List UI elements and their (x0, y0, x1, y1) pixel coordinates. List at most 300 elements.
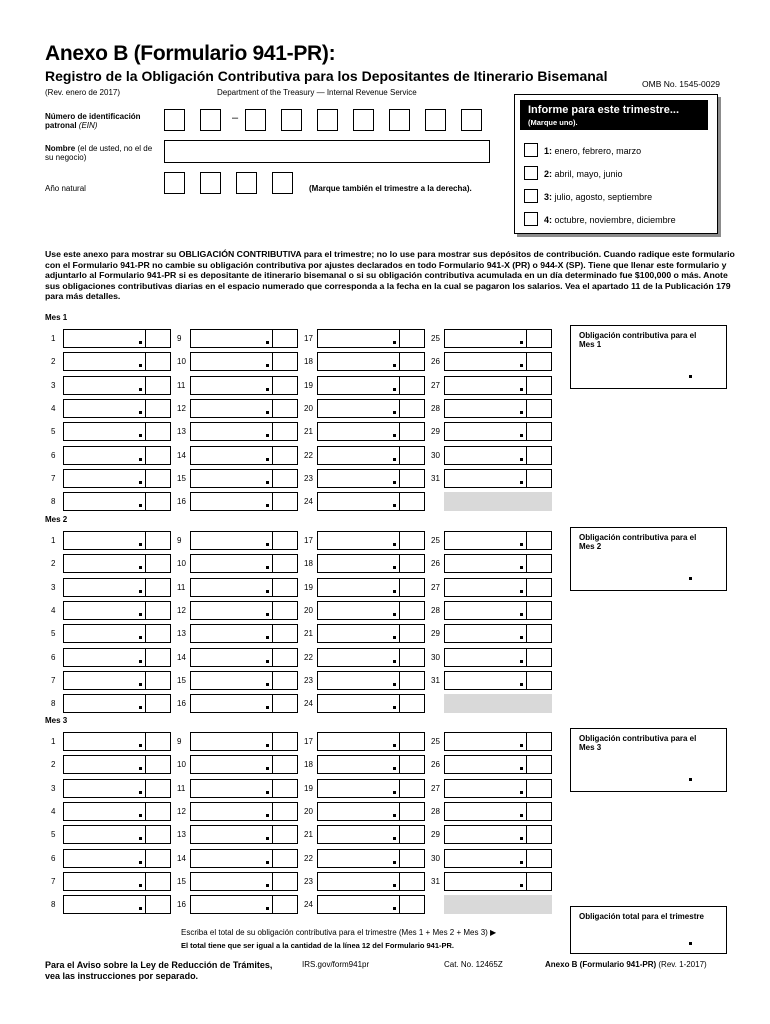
day-liability-field[interactable] (190, 554, 298, 573)
catalog-number: Cat. No. 12465Z (444, 960, 503, 969)
day-liability-field[interactable] (444, 671, 552, 690)
day-liability-field[interactable] (317, 578, 425, 597)
quarter-total-box[interactable]: Obligación total para el trimestre (570, 906, 727, 954)
day-liability-field[interactable] (190, 624, 298, 643)
ein-digit-box[interactable] (317, 109, 338, 131)
day-number: 22 (304, 652, 313, 662)
cents-divider (272, 826, 273, 843)
decimal-point (139, 861, 142, 864)
decimal-point (266, 434, 269, 437)
day-liability-field[interactable] (317, 755, 425, 774)
cents-divider (526, 873, 527, 890)
cents-divider (399, 470, 400, 487)
decimal-point (520, 566, 523, 569)
decimal-point (689, 942, 692, 945)
month-total-box[interactable] (570, 527, 727, 591)
day-liability-field[interactable] (63, 469, 171, 488)
checkbox-icon[interactable] (524, 143, 538, 157)
day-number: 17 (304, 737, 313, 746)
cents-divider (145, 896, 146, 913)
day-liability-field[interactable] (190, 802, 298, 821)
cents-divider (145, 695, 146, 712)
quarter-option-2[interactable]: 2: abril, mayo, junio (524, 166, 712, 184)
decimal-point (393, 744, 396, 747)
day-number: 26 (431, 357, 440, 367)
decimal-point (139, 791, 142, 794)
decimal-point (139, 814, 142, 817)
decimal-point (520, 861, 523, 864)
decimal-point (393, 791, 396, 794)
month-total-box[interactable] (570, 325, 727, 389)
day-liability-field[interactable] (63, 895, 171, 914)
day-number: 9 (177, 536, 182, 545)
day-liability-field[interactable] (63, 732, 171, 751)
day-liability-field[interactable] (317, 399, 425, 418)
decimal-point (139, 364, 142, 367)
day-liability-field[interactable] (190, 376, 298, 395)
decimal-point (139, 566, 142, 569)
day-number: 14 (177, 652, 186, 662)
cents-divider (399, 672, 400, 689)
quarter-heading: Informe para este trimestre... (Marque uno). (520, 100, 708, 130)
cents-divider (399, 896, 400, 913)
ein-digit-box[interactable] (164, 109, 185, 131)
cents-divider (272, 400, 273, 417)
cents-divider (526, 330, 527, 347)
ein-digit-box[interactable] (281, 109, 302, 131)
decimal-point (393, 504, 396, 507)
cents-divider (272, 873, 273, 890)
day-liability-field[interactable] (63, 399, 171, 418)
cents-divider (399, 423, 400, 440)
cents-divider (526, 423, 527, 440)
day-liability-field[interactable] (190, 446, 298, 465)
day-liability-field[interactable] (444, 779, 552, 798)
day-liability-field[interactable] (190, 648, 298, 667)
day-liability-field[interactable] (444, 399, 552, 418)
day-number: 3 (51, 582, 56, 592)
day-liability-field[interactable] (444, 849, 552, 868)
decimal-point (520, 791, 523, 794)
decimal-point (520, 364, 523, 367)
decimal-point (393, 837, 396, 840)
day-liability-field[interactable] (190, 895, 298, 914)
day-number: 14 (177, 450, 186, 460)
day-liability-field[interactable] (63, 329, 171, 348)
day-liability-field[interactable] (444, 755, 552, 774)
day-liability-field[interactable] (190, 671, 298, 690)
decimal-point (393, 660, 396, 663)
day-number: 19 (304, 783, 313, 793)
day-number: 4 (51, 403, 56, 413)
cents-divider (272, 470, 273, 487)
cents-divider (145, 649, 146, 666)
day-liability-field[interactable] (63, 872, 171, 891)
year-digit-box[interactable] (236, 172, 257, 194)
decimal-point (393, 683, 396, 686)
day-liability-field[interactable] (190, 755, 298, 774)
decimal-point (266, 861, 269, 864)
cents-divider (526, 850, 527, 867)
day-liability-field[interactable] (444, 578, 552, 597)
cents-divider (526, 625, 527, 642)
day-number: 31 (431, 675, 440, 685)
cents-divider (526, 649, 527, 666)
cents-divider (399, 377, 400, 394)
cents-divider (145, 850, 146, 867)
day-liability-field[interactable] (317, 329, 425, 348)
cents-divider (272, 602, 273, 619)
day-number: 10 (177, 760, 186, 770)
cents-divider (526, 803, 527, 820)
day-number: 14 (177, 853, 186, 863)
year-digit-box[interactable] (272, 172, 293, 194)
day-number: 12 (177, 806, 186, 816)
day-liability-field[interactable] (317, 779, 425, 798)
day-number: 26 (431, 760, 440, 770)
day-liability-field[interactable] (63, 554, 171, 573)
cents-divider (145, 555, 146, 572)
day-liability-field[interactable] (444, 802, 552, 821)
day-number: 16 (177, 900, 186, 910)
day-liability-field[interactable] (63, 825, 171, 844)
day-liability-field[interactable] (317, 849, 425, 868)
month-total-label: Obligación contributiva para el Mes 3 (579, 734, 697, 752)
day-liability-field[interactable] (317, 694, 425, 713)
ein-digit-box[interactable] (200, 109, 221, 131)
decimal-point (139, 590, 142, 593)
day-liability-field[interactable] (63, 779, 171, 798)
day-liability-field[interactable] (190, 872, 298, 891)
decimal-point (393, 566, 396, 569)
decimal-point (139, 543, 142, 546)
cents-divider (145, 377, 146, 394)
day-number: 18 (304, 357, 313, 367)
cents-divider (526, 470, 527, 487)
day-liability-field[interactable] (444, 648, 552, 667)
day-number: 23 (304, 675, 313, 685)
day-liability-field[interactable] (317, 802, 425, 821)
month-label: Mes 2 (45, 515, 68, 524)
decimal-point (393, 458, 396, 461)
day-liability-field[interactable] (444, 469, 552, 488)
day-liability-field[interactable] (63, 601, 171, 620)
month-total-label: Obligación contributiva para el Mes 1 (579, 331, 697, 349)
cents-divider (272, 377, 273, 394)
day-liability-field[interactable] (190, 578, 298, 597)
day-liability-field[interactable] (317, 531, 425, 550)
day-number: 27 (431, 380, 440, 390)
cents-divider (145, 756, 146, 773)
day-liability-field[interactable] (444, 422, 552, 441)
day-number: 4 (51, 806, 56, 816)
day-number: 5 (51, 629, 56, 639)
decimal-point (139, 660, 142, 663)
day-liability-field[interactable] (317, 376, 425, 395)
decimal-point (266, 660, 269, 663)
day-liability-field[interactable] (317, 554, 425, 573)
day-liability-field[interactable] (317, 469, 425, 488)
day-liability-field[interactable] (190, 849, 298, 868)
day-liability-field[interactable] (317, 601, 425, 620)
day-liability-field[interactable] (63, 624, 171, 643)
decimal-point (393, 907, 396, 910)
cents-divider (399, 532, 400, 549)
year-digit-box[interactable] (164, 172, 185, 194)
decimal-point (139, 504, 142, 507)
cents-divider (145, 330, 146, 347)
day-liability-field[interactable] (444, 554, 552, 573)
day-liability-field[interactable] (190, 732, 298, 751)
day-liability-field[interactable] (190, 825, 298, 844)
day-liability-field[interactable] (317, 648, 425, 667)
day-number: 1 (51, 737, 56, 746)
day-liability-field[interactable] (444, 352, 552, 371)
cents-divider (526, 602, 527, 619)
month-total-box[interactable] (570, 728, 727, 792)
decimal-point (689, 577, 692, 580)
day-number: 17 (304, 536, 313, 545)
decimal-point (266, 907, 269, 910)
day-number: 1 (51, 334, 56, 343)
day-liability-field[interactable] (63, 492, 171, 511)
cents-divider (145, 780, 146, 797)
decimal-point (520, 814, 523, 817)
decimal-point (139, 388, 142, 391)
cents-divider (399, 803, 400, 820)
ein-digit-box[interactable] (353, 109, 374, 131)
day-number: 18 (304, 559, 313, 569)
day-liability-field[interactable] (444, 329, 552, 348)
day-number: 5 (51, 427, 56, 437)
decimal-point (520, 543, 523, 546)
day-number: 2 (51, 760, 56, 770)
day-number: 6 (51, 652, 56, 662)
decimal-point (393, 636, 396, 639)
cents-divider (526, 400, 527, 417)
day-liability-field[interactable] (444, 872, 552, 891)
day-liability-field[interactable] (317, 352, 425, 371)
day-number: 19 (304, 380, 313, 390)
day-liability-field[interactable] (63, 671, 171, 690)
cents-divider (145, 493, 146, 510)
day-liability-field[interactable] (190, 601, 298, 620)
decimal-point (393, 543, 396, 546)
day-liability-field[interactable] (444, 376, 552, 395)
year-label: Año natural (45, 184, 86, 193)
form-subtitle: Registro de la Obligación Contributiva para los Depositantes de Itinerario Bisemanal (45, 68, 608, 84)
day-number: 29 (431, 427, 440, 437)
ein-digit-box[interactable] (389, 109, 410, 131)
decimal-point (266, 481, 269, 484)
quarter-option-1[interactable]: 1: enero, febrero, marzo (524, 143, 712, 161)
day-number: 29 (431, 629, 440, 639)
name-field[interactable] (164, 140, 490, 163)
cents-divider (399, 447, 400, 464)
decimal-point (520, 683, 523, 686)
day-number: 31 (431, 473, 440, 483)
day-liability-field[interactable] (444, 732, 552, 751)
day-liability-field[interactable] (190, 779, 298, 798)
decimal-point (266, 744, 269, 747)
day-liability-field[interactable] (190, 352, 298, 371)
day-liability-field[interactable] (190, 469, 298, 488)
day-liability-field[interactable] (63, 648, 171, 667)
day-liability-field[interactable] (317, 492, 425, 511)
day-number: 5 (51, 830, 56, 840)
day-number: 28 (431, 605, 440, 615)
decimal-point (139, 837, 142, 840)
day-number: 13 (177, 629, 186, 639)
decimal-point (393, 590, 396, 593)
day-number: 19 (304, 582, 313, 592)
day-number: 20 (304, 806, 313, 816)
cents-divider (526, 532, 527, 549)
day-number: 16 (177, 699, 186, 709)
checkbox-icon[interactable] (524, 189, 538, 203)
decimal-point (139, 411, 142, 414)
day-liability-field[interactable] (190, 492, 298, 511)
day-liability-field[interactable] (190, 329, 298, 348)
day-liability-field[interactable] (63, 694, 171, 713)
cents-divider (399, 850, 400, 867)
decimal-point (393, 388, 396, 391)
quarter-option-4[interactable]: 4: octubre, noviembre, diciembre (524, 212, 712, 230)
day-liability-field[interactable] (317, 872, 425, 891)
day-liability-field[interactable] (317, 732, 425, 751)
decimal-point (689, 375, 692, 378)
decimal-point (520, 767, 523, 770)
ein-digit-box[interactable] (245, 109, 266, 131)
decimal-point (139, 744, 142, 747)
cents-divider (399, 649, 400, 666)
day-liability-field[interactable] (63, 578, 171, 597)
cents-divider (272, 780, 273, 797)
cents-divider (399, 493, 400, 510)
day-number: 30 (431, 450, 440, 460)
day-number: 2 (51, 559, 56, 569)
unused-cell-shade (444, 895, 552, 914)
decimal-point (266, 884, 269, 887)
day-liability-field[interactable] (190, 694, 298, 713)
checkbox-icon[interactable] (524, 212, 538, 226)
day-number: 22 (304, 853, 313, 863)
cents-divider (272, 756, 273, 773)
ein-digit-box[interactable] (425, 109, 446, 131)
day-liability-field[interactable] (63, 422, 171, 441)
year-digit-box[interactable] (200, 172, 221, 194)
quarter-option-3[interactable]: 3: julio, agosto, septiembre (524, 189, 712, 207)
day-liability-field[interactable] (317, 825, 425, 844)
cents-divider (145, 625, 146, 642)
day-number: 21 (304, 830, 313, 840)
cents-divider (272, 447, 273, 464)
day-liability-field[interactable] (63, 802, 171, 821)
cents-divider (399, 826, 400, 843)
day-liability-field[interactable] (190, 422, 298, 441)
cents-divider (272, 803, 273, 820)
day-number: 13 (177, 830, 186, 840)
day-liability-field[interactable] (317, 895, 425, 914)
ein-digit-box[interactable] (461, 109, 482, 131)
day-number: 4 (51, 605, 56, 615)
day-liability-field[interactable] (63, 352, 171, 371)
day-number: 3 (51, 783, 56, 793)
day-number: 17 (304, 334, 313, 343)
day-liability-field[interactable] (317, 624, 425, 643)
day-number: 10 (177, 357, 186, 367)
form-title: Anexo B (Formulario 941-PR): (45, 42, 336, 65)
day-liability-field[interactable] (444, 624, 552, 643)
day-number: 15 (177, 675, 186, 685)
day-number: 11 (177, 783, 186, 793)
day-liability-field[interactable] (63, 376, 171, 395)
day-number: 25 (431, 334, 440, 343)
day-number: 22 (304, 450, 313, 460)
cents-divider (145, 447, 146, 464)
day-liability-field[interactable] (317, 671, 425, 690)
cents-divider (145, 826, 146, 843)
day-liability-field[interactable] (444, 446, 552, 465)
day-liability-field[interactable] (317, 422, 425, 441)
cents-divider (272, 733, 273, 750)
day-liability-field[interactable] (63, 755, 171, 774)
day-liability-field[interactable] (317, 446, 425, 465)
omb-number: OMB No. 1545-0029 (642, 79, 720, 89)
day-number: 6 (51, 853, 56, 863)
revision-date: (Rev. enero de 2017) (45, 88, 121, 97)
decimal-point (266, 543, 269, 546)
day-liability-field[interactable] (444, 601, 552, 620)
decimal-point (266, 341, 269, 344)
decimal-point (139, 706, 142, 709)
cents-divider (272, 330, 273, 347)
day-liability-field[interactable] (63, 849, 171, 868)
cents-divider (145, 803, 146, 820)
cents-divider (399, 780, 400, 797)
checkbox-icon[interactable] (524, 166, 538, 180)
decimal-point (139, 636, 142, 639)
decimal-point (520, 388, 523, 391)
day-liability-field[interactable] (63, 531, 171, 550)
day-liability-field[interactable] (190, 531, 298, 550)
instructions-paragraph: Use este anexo para mostrar su OBLIGACIÓN CONTRIBUTIVA para el trimestre; no lo use para mostrar sus depósitos de contribución. Cuando radique este formulario con el Formulario 941-PR no cambie su obligación contributiva por ajustes declarados en todo Formulario 941-X (PR) o 944-X (SP). Tiene que llenar este formulario y adjuntarlo al Formulario 941-PR si es depositante de itinerario bisemanal o si su obligación contributiva acumulada en un día determinado fue $100,000 o más. Anote sus obligaciones contributivas diarias en el espacio numerado que corresponda a la fecha en la cual se pagaron los salarios. Vea el apartado 11 de la Publicación 179 para más detalles. (45, 249, 735, 302)
cents-divider (399, 873, 400, 890)
decimal-point (393, 364, 396, 367)
day-liability-field[interactable] (190, 399, 298, 418)
cents-divider (526, 733, 527, 750)
decimal-point (266, 411, 269, 414)
day-number: 20 (304, 403, 313, 413)
decimal-point (520, 341, 523, 344)
day-number: 30 (431, 652, 440, 662)
decimal-point (266, 791, 269, 794)
cents-divider (272, 423, 273, 440)
form-id-footer: Anexo B (Formulario 941-PR) (Rev. 1-2017) (545, 960, 707, 969)
name-label: Nombre (el de usted, no el de su negocio) (45, 144, 153, 162)
day-number: 8 (51, 699, 56, 709)
day-liability-field[interactable] (444, 825, 552, 844)
day-liability-field[interactable] (63, 446, 171, 465)
ein-dash: – (232, 112, 239, 124)
decimal-point (139, 907, 142, 910)
day-liability-field[interactable] (444, 531, 552, 550)
cents-divider (145, 672, 146, 689)
decimal-point (520, 613, 523, 616)
cents-divider (145, 733, 146, 750)
cents-divider (272, 649, 273, 666)
day-number: 27 (431, 582, 440, 592)
